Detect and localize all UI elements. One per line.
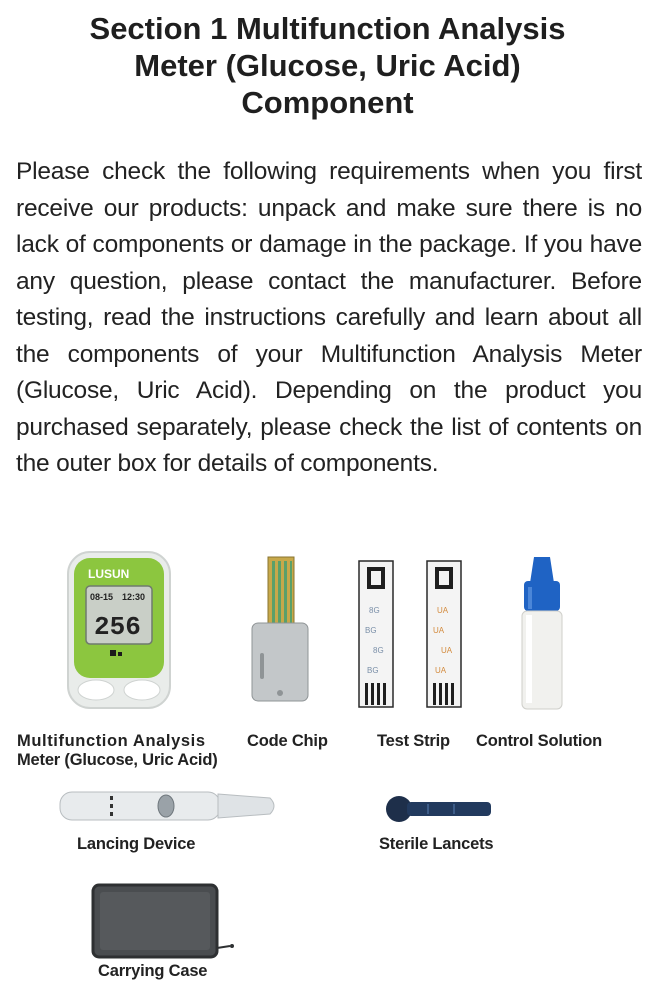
sterile-lancets-label: Sterile Lancets [379,835,494,853]
meter-reading: 256 [94,612,141,642]
intro-paragraph: Please check the following requirements when you first receive our products: unpack and make sure there is no lack of components or damage in the package. If you have any question, please contact the manufacturer. Before testing, read the instructions carefully and learn about all the components of your Multifunction Analysis Meter (Glucose, Uric Acid). Depending on the product you purchased separately, please check the list of contents on the outer box for details of components. [16,158,642,477]
test-strip-label: Test Strip [377,732,450,750]
title-line-1: Section 1 Multifunction Analysis [89,11,566,46]
section-title [0,10,655,121]
meter-label-line-1: Multifunction Analysis [17,732,206,750]
test-strip-image [355,557,465,712]
svg-text:BG: BG [365,626,377,635]
meter-time: 12:30 [122,592,146,602]
control-solution-bottle-image [512,553,572,713]
svg-text:UA: UA [433,626,445,635]
meter-label-line-2: Meter (Glucose, Uric Acid) [17,751,218,769]
svg-text:8G: 8G [369,606,380,615]
svg-text:UA: UA [435,666,447,675]
control-solution-label: Control Solution [476,732,603,750]
svg-text:8G: 8G [373,646,384,655]
code-chip-image [250,555,310,705]
glucose-meter-image [66,550,172,710]
carrying-case-label: Carrying Case [98,962,208,980]
meter-brand: LUSUN [88,567,130,581]
svg-text:BG: BG [367,666,379,675]
title-line-2: Meter (Glucose, Uric Acid) [134,48,521,83]
lancing-device-image [58,786,280,826]
title-line-3: Component [241,85,414,120]
sterile-lancets-image [383,794,495,824]
meter-date: 08-15 [90,592,114,602]
code-chip-label: Code Chip [247,732,328,750]
svg-text:UA: UA [437,606,449,615]
lancing-device-label: Lancing Device [77,835,196,853]
carrying-case-image [90,882,240,960]
svg-text:UA: UA [441,646,453,655]
